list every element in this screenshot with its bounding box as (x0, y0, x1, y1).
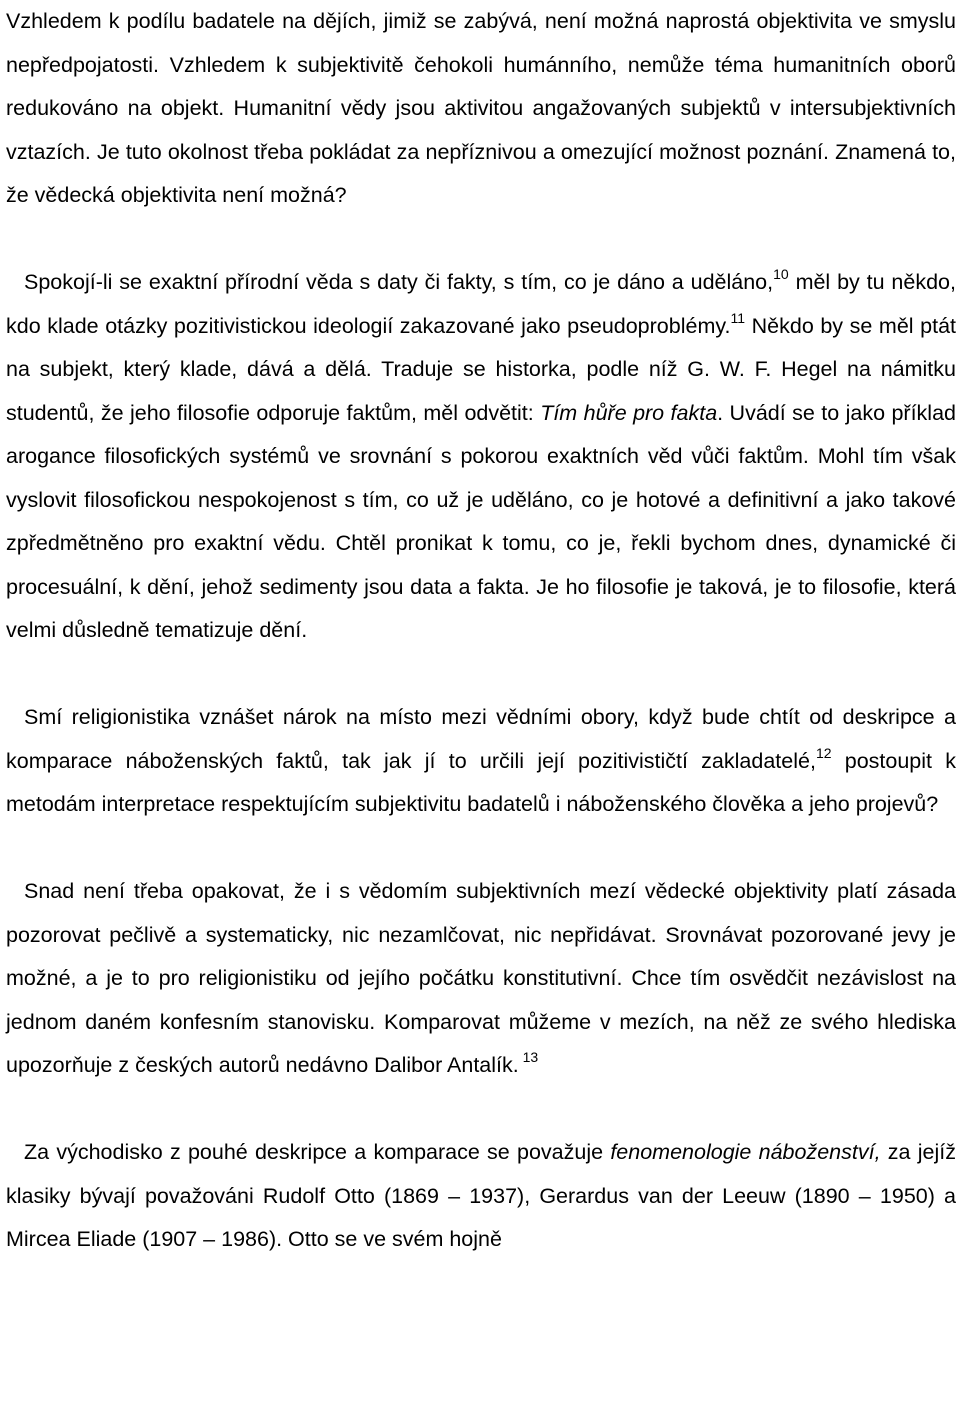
paragraph-5-text-a: Za východisko z pouhé deskripce a komparace se považuje (24, 1140, 611, 1164)
paragraph-3 (6, 696, 956, 827)
fenomenologie-term: fenomenologie náboženství, (610, 1140, 881, 1164)
paragraph-5-text-b: za jejíž klasiky bývají považováni Rudolf Otto (1869 – 1937), Gerardus van der Leeuw (1890 – 1950) a Mircea Eliade (1907 – 1986). Otto se ve svém hojně (6, 1140, 956, 1251)
paragraph-2-text-c: Někdo by se měl ptát na subjekt, který klade, dává a dělá. Traduje se historka, podle níž G. W. F. Hegel na námitku studentů, že jeho filosofie odporuje faktům, měl odvětit: (6, 313, 957, 425)
paragraph-2 (6, 261, 956, 653)
paragraph-3-text-a: Smí religionistika vznášet nárok na místo mezi vědními obory, když bude chtít od deskripce a komparace náboženských faktů, tak jak jí to určili její pozitivističtí zakladatelé, (6, 705, 956, 773)
footnote-ref-13[interactable]: 13 (518, 1049, 539, 1066)
hegel-quote: Tím hůře pro fakta (540, 400, 718, 425)
document-page (6, 0, 956, 1262)
paragraph-2-text-d: . Uvádí se to jako příklad arogance filosofických systémů ve srovnání s pokorou exaktních věd vůči faktům. Mohl tím však vyslovit filosofickou nespokojenost s tím, co už je uděláno, co je hotové a definitivní a jako takové zpředmětněno pro exaktní vědu. Chtěl pronikat k tomu, co je, řekli bychom dnes, dynamické či procesuální, k dění, jehož sedimenty jsou data a fakta. Je ho filosofie je taková, je to filosofie, která velmi důsledně tematizuje dění. (6, 400, 956, 642)
paragraph-2-text-a: Spokojí-li se exaktní přírodní věda s daty či fakty, s tím, co je dáno a uděláno, (24, 270, 774, 294)
footnote-ref-11[interactable]: 11 (730, 309, 746, 326)
paragraph-1-text: Vzhledem k podílu badatele na dějích, jimiž se zabývá, není možná naprostá objektivita ve smyslu nepředpojatosti. Vzhledem k subjektivitě čehokoli humánního, nemůže téma humanitních oborů redukováno na objekt. Humanitní vědy jsou aktivitou angažovaných subjektů v intersubjektivních vztazích. Je tuto okolnost třeba pokládat za nepříznivou a omezující možnost poznání. Znamená to, že vědecká objektivita není možná? (6, 9, 956, 207)
paragraph-4-text-a: Snad není třeba opakovat, že i s vědomím subjektivních mezí vědecké objektivity platí zásada pozorovat pečlivě a systematicky, nic nezamlčovat, nic nepřidávat. Srovnávat pozorované jevy je možné, a je to pro religionistiku od jejího počátku konstitutivní. Chce tím osvědčit nezávislost na jednom daném konfesním stanovisku. Komparovat můžeme v mezích, na něž ze svého hlediska upozorňuje z českých autorů nedávno Dalibor Antalík. (6, 879, 956, 1077)
paragraph-4 (6, 870, 956, 1088)
paragraph-5 (6, 1131, 956, 1262)
paragraph-3-text-b: postoupit k metodám interpretace respektujícím subjektivitu badatelů i náboženského člověka a jeho projevů? (6, 748, 956, 816)
paragraph-2-text-b: měl by tu někdo, kdo klade otázky pozitivistickou ideologií zakazované jako pseudoproblémy. (6, 270, 956, 338)
paragraph-1 (6, 0, 956, 218)
footnote-ref-12[interactable]: 12 (815, 744, 832, 761)
footnote-ref-10[interactable]: 10 (773, 266, 789, 283)
